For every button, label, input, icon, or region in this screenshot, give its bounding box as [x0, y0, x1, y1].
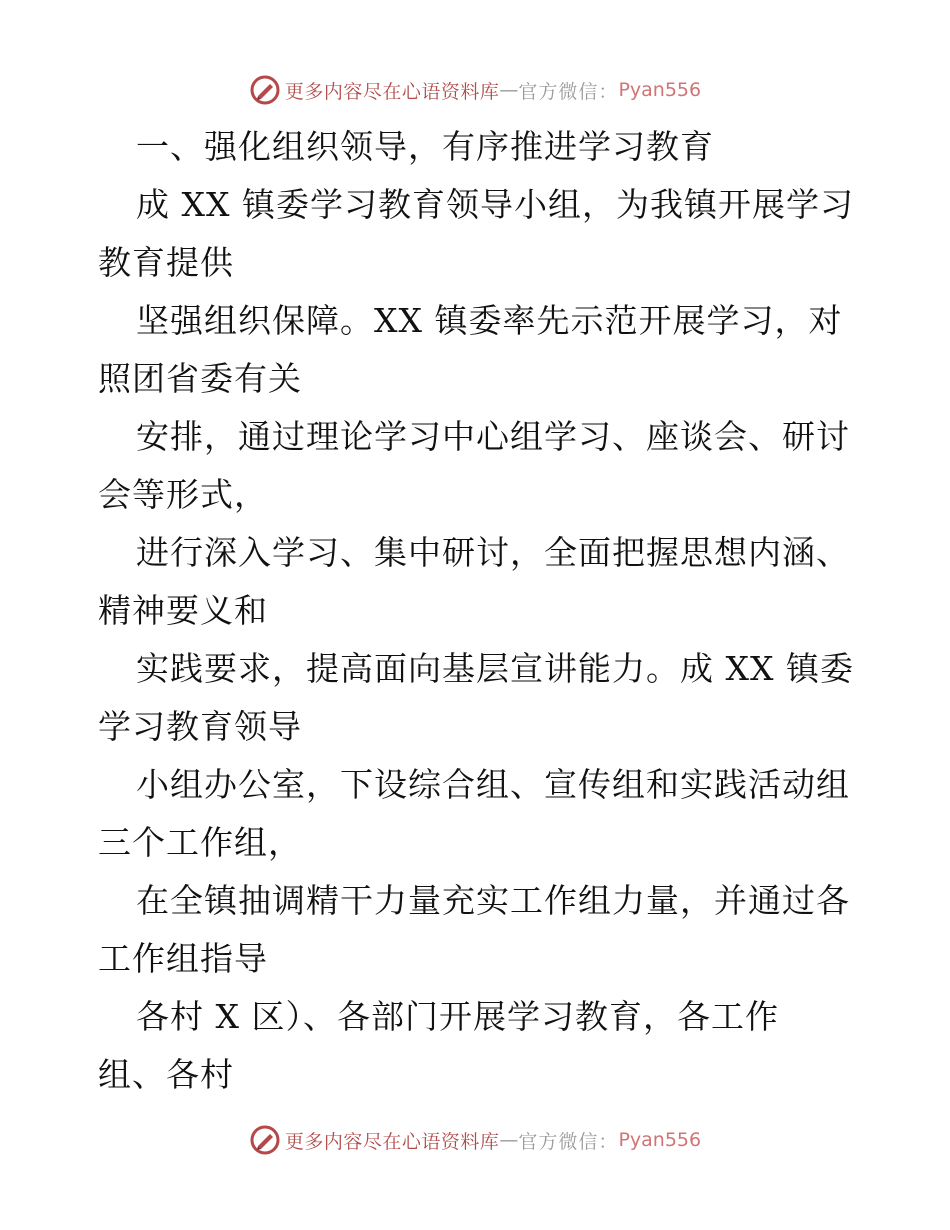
- watermark-wechat-id: Pyan556: [618, 79, 702, 101]
- text-line: 组、各村: [98, 1055, 234, 1094]
- heading-line: 一、强化组织领导，有序推进学习教育: [136, 127, 714, 166]
- watermark-title: 更多内容尽在心语资料库: [284, 80, 500, 103]
- watermark-dash: —: [499, 79, 519, 101]
- watermark-title: 更多内容尽在心语资料库: [284, 1130, 500, 1153]
- text-line: 工作组指导: [98, 939, 268, 978]
- text-line: 学习教育领导: [98, 707, 302, 746]
- text-line: 小组办公室，下设综合组、宣传组和实践活动组: [136, 765, 850, 804]
- text-line: 坚强组织保障。XX 镇委率先示范开展学习，对: [136, 301, 843, 340]
- text-line: 成 XX 镇委学习教育领导小组，为我镇开展学习: [136, 185, 854, 224]
- document-body: [98, 118, 858, 1104]
- text-line: 教育提供: [98, 243, 234, 282]
- text-line: 照团省委有关: [98, 359, 302, 398]
- pen-logo-icon: [249, 74, 281, 106]
- pen-logo-icon: [249, 1124, 281, 1156]
- text-line: 进行深入学习、集中研讨，全面把握思想内涵、: [136, 533, 850, 572]
- text-line: 实践要求，提高面向基层宣讲能力。成 XX 镇委: [136, 649, 854, 688]
- watermark-wechat-label: 官方微信：: [518, 1130, 619, 1153]
- text-line: 安排，通过理论学习中心组学习、座谈会、研讨: [136, 417, 850, 456]
- watermark-wechat-id: Pyan556: [618, 1129, 702, 1151]
- text-line: 精神要义和: [98, 591, 268, 630]
- header-watermark: [0, 70, 950, 110]
- text-line: 三个工作组，: [98, 823, 302, 862]
- footer-watermark: [0, 1120, 950, 1160]
- watermark-wechat-label: 官方微信：: [518, 80, 619, 103]
- text-line: 各村 X 区）、各部门开展学习教育，各工作: [136, 997, 779, 1036]
- text-line: 会等形式，: [98, 475, 268, 514]
- watermark-dash: —: [499, 1129, 519, 1151]
- text-line: 在全镇抽调精干力量充实工作组力量，并通过各: [136, 881, 850, 920]
